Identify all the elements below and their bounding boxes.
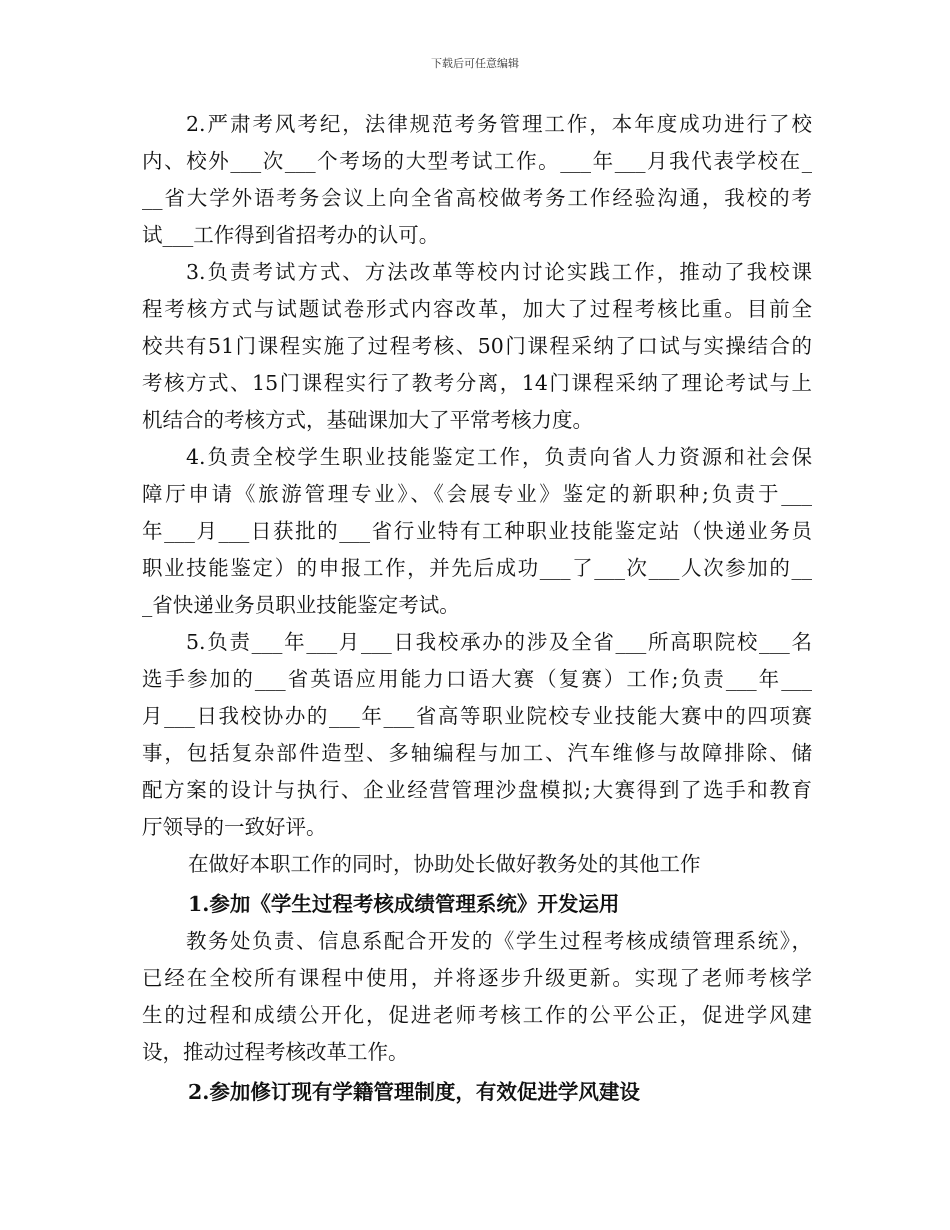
text-line: 3.负责考试方式、方法改革等校内讨论实践工作，推动了我校课 (186, 260, 812, 284)
section-heading: 1.参加《学生过程考核成绩管理系统》开发运用 (188, 892, 620, 916)
text-line: 4.负责全校学生职业技能鉴定工作，负责向省人力资源和社会保 (186, 445, 812, 469)
text-line: 事，包括复杂部件造型、多轴编程与加工、汽车维修与故障排除、储 (142, 741, 812, 765)
paragraph-exam-reform (142, 254, 812, 439)
text-line: 2.严肃考风考纪，法律规范考务管理工作，本年度成功进行了校 (186, 112, 812, 136)
text-line: 设，推动过程考核改革工作。 (142, 1040, 409, 1064)
text-line: 障厅申请《旅游管理专业》、《会展专业》鉴定的新职种;负责于___ (142, 482, 812, 506)
text-line: _省快递业务员职业技能鉴定考试。 (142, 593, 460, 617)
text-line: 配方案的设计与执行、企业经营管理沙盘模拟;大赛得到了选手和教育 (142, 778, 812, 802)
paragraph-competitions (142, 624, 812, 846)
text-line: 内、校外___次___个考场的大型考试工作。___年___月我代表学校在_ (142, 149, 812, 173)
text-line: __省大学外语考务会议上向全省高校做考务工作经验沟通，我校的考 (142, 186, 812, 210)
text-line: 试___工作得到省招考办的认可。 (142, 223, 440, 247)
text-line: 校共有51门课程实施了过程考核、50门课程采纳了口试与实操结合的 (142, 334, 812, 358)
paragraph-grade-system (142, 923, 812, 1071)
text-line: 月___日我校协办的___年___省高等职业院校专业技能大赛中的四项赛 (142, 704, 812, 728)
text-line: 5.负责___年___月___日我校承办的涉及全省___所高职院校___名 (186, 630, 812, 654)
text-line: 职业技能鉴定）的申报工作，并先后成功___了___次___人次参加的__ (142, 556, 812, 580)
header-note: 下载后可任意编辑 (431, 57, 519, 70)
text-line: 机结合的考核方式，基础课加大了平常考核力度。 (142, 408, 593, 432)
text-line: 生的过程和成绩公开化，促进老师考核工作的公平公正，促进学风建 (142, 1003, 812, 1027)
text-line: 已经在全校所有课程中使用，并将逐步升级更新。实现了老师考核学 (142, 966, 812, 990)
document-body (142, 106, 812, 1111)
section-heading: 2.参加修订现有学籍管理制度，有效促进学风建设 (188, 1080, 640, 1104)
paragraph-exam-discipline (142, 106, 812, 254)
text-line: 厅领导的一致好评。 (142, 815, 327, 839)
text-line: 教务处负责、信息系配合开发的《学生过程考核成绩管理系统》， (186, 929, 812, 953)
text-line: 年___月___日获批的___省行业特有工种职业技能鉴定站（快递业务员 (142, 519, 812, 543)
text-line: 选手参加的___省英语应用能力口语大赛（复赛）工作;负责___年___ (142, 667, 812, 691)
text-line: 程考核方式与试题试卷形式内容改革，加大了过程考核比重。目前全 (142, 297, 812, 321)
intro-line: 在做好本职工作的同时，协助处长做好教务处的其他工作 (188, 852, 701, 876)
paragraph-skill-appraisal (142, 439, 812, 624)
text-line: 考核方式、15门课程实行了教考分离，14门课程采纳了理论考试与上 (142, 371, 812, 395)
